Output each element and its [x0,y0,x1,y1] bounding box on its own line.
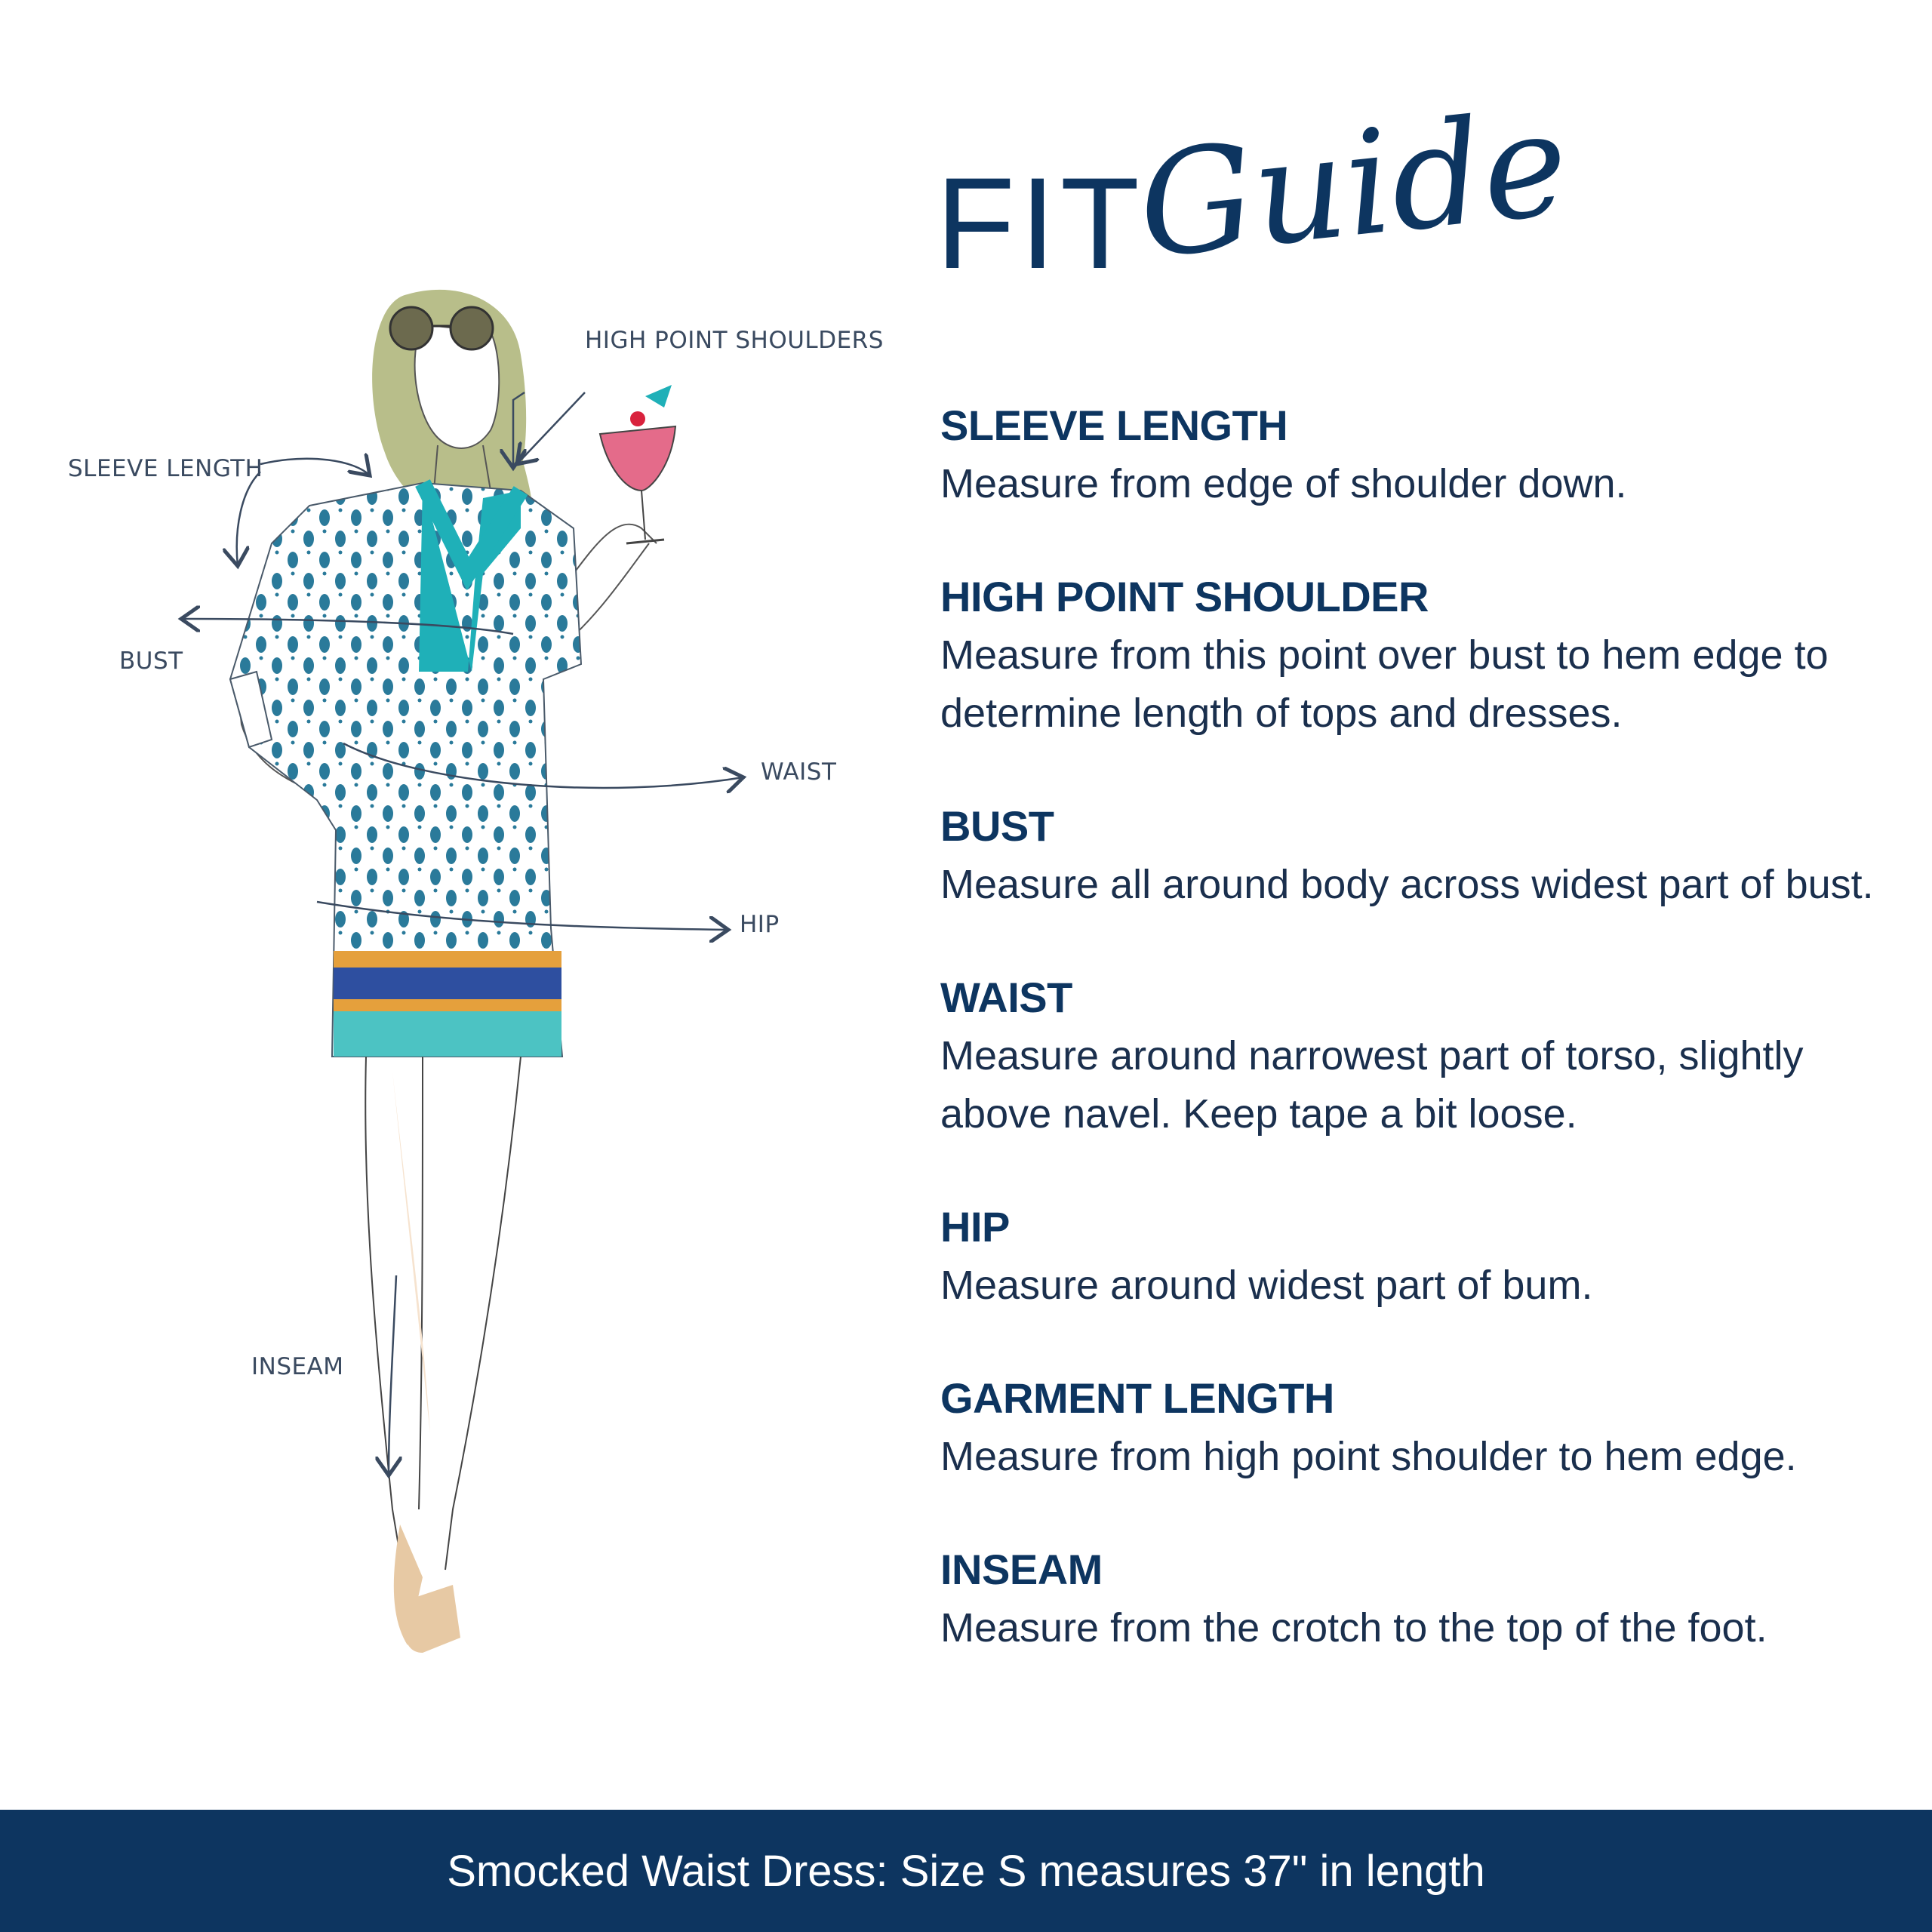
entry-description: Measure from the crotch to the top of the foot. [940,1605,1767,1651]
label-high-point-shoulders: HIGH POINT SHOULDERS [585,327,884,354]
label-hip: HIP [740,911,780,938]
page-title [936,79,1615,355]
guide-entry-garment-length [940,1369,1906,1486]
sleeve-arrow-down [237,472,260,566]
label-sleeve-length: SLEEVE LENGTH [68,455,263,482]
model-illustration [0,0,906,1766]
guide-entry-bust [940,797,1906,914]
cocktail-icon [600,426,675,491]
guide-entry-hip [940,1198,1906,1315]
guide-entry-sleeve-length [940,396,1906,513]
title-fit: FIT [936,151,1144,296]
fashion-sketch [0,0,906,1766]
entry-description: Measure from edge of shoulder down. [940,461,1627,506]
entry-title: BUST [940,802,1054,850]
inseam-arrow [389,1275,396,1475]
guide-entry-inseam [940,1540,1906,1657]
entry-title: WAIST [940,974,1072,1021]
entry-title: SLEEVE LENGTH [940,401,1288,449]
label-inseam: INSEAM [251,1353,344,1380]
sunglasses-icon [390,307,432,349]
guide-entry-waist [940,968,1906,1143]
entry-description: Measure around narrowest part of torso, slightly above navel. Keep tape a bit loose. [940,1033,1804,1137]
footer-size-note: Smocked Waist Dress: Size S measures 37" in length [447,1846,1485,1896]
title-guide-script: Guide [1131,79,1576,291]
entry-description: Measure all around body across widest part of bust. [940,862,1874,907]
label-waist: WAIST [761,758,837,786]
sleeve-arrow-top [260,459,370,475]
entry-title: INSEAM [940,1546,1103,1593]
entry-title: GARMENT LENGTH [940,1374,1334,1422]
guide-entry-high-point-shoulder [940,568,1906,743]
entry-description: Measure around widest part of bum. [940,1263,1593,1308]
footer-banner [0,1810,1932,1932]
entry-description: Measure from high point shoulder to hem edge. [940,1434,1797,1479]
measurement-guide-list [940,396,1906,1712]
entry-description: Measure from this point over bust to hem edge to determine length of tops and dresses. [940,632,1829,736]
entry-title: HIP [940,1203,1010,1251]
entry-title: HIGH POINT SHOULDER [940,573,1429,620]
label-bust: BUST [119,648,183,675]
